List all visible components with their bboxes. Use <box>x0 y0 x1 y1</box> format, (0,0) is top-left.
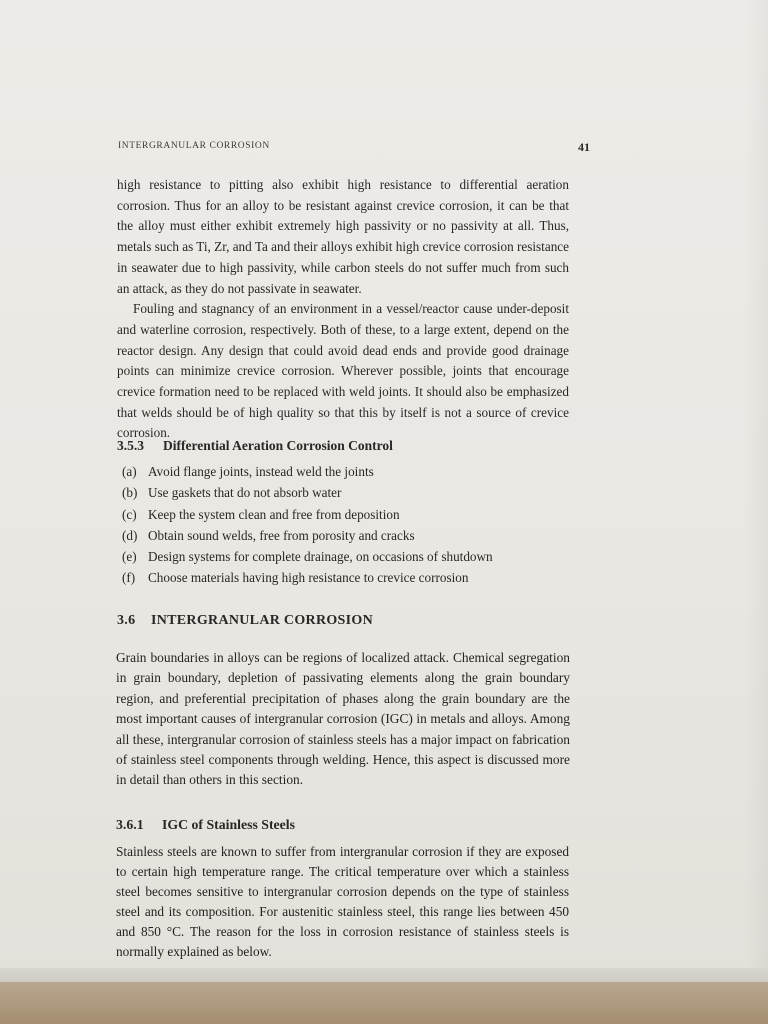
paragraph: high resistance to pitting also exhibit high resistance to differential aeration corrosion. Thus for an alloy to be resistant against crevice corrosion, it can be that the alloy must either exhibit extremely high passivity or no passivity at all. Thus, metals such as Ti, Zr, and Ta and their alloys exhibit high crevice corrosion resistance in seawater due to high passivity, while carbon steels do not suffer much from such an attack, as they do not passivate in seawater. <box>117 177 569 296</box>
list-item <box>122 525 562 546</box>
page-shading <box>744 0 768 975</box>
section-title: IGC of Stainless Steels <box>162 817 295 832</box>
section-heading-3-6-1 <box>116 817 295 833</box>
top-body-text <box>117 175 569 444</box>
list-marker: (e) <box>122 549 137 565</box>
list-item-text: Use gaskets that do not absorb water <box>148 485 342 501</box>
section-number: 3.5.3 <box>117 438 144 453</box>
paragraph: Fouling and stagnancy of an environment in a vessel/reactor cause under-deposit and waterline corrosion, respectively. Both of these, to a large extent, depend on the reactor design. Any design that could avoid dead ends and provide good drainage points can minimize crevice corrosion. Wherever possible, joints that encourage crevice formation need to be replaced with weld joints. It should also be emphasized that welds should be of high quality so that this by itself is not a source of crevice corrosion. <box>117 301 569 441</box>
list-item <box>122 461 562 482</box>
section-title: Differential Aeration Corrosion Control <box>163 438 393 453</box>
list-item-text: Choose materials having high resistance to crevice corrosion <box>148 570 469 586</box>
list-marker: (d) <box>122 527 138 543</box>
section-3-6-paragraph: Grain boundaries in alloys can be regions of localized attack. Chemical segregation in grain boundary, depletion of passivating elements along the grain boundary region, and preferential precipitation of phases along the grain boundary are the most important causes of intergranular corrosion (IGC) in metals and alloys. Among all these, intergranular corrosion of stainless steels has a major impact on fabrication of stainless steel components through welding. Hence, this aspect is discussed more in detail than others in this section. <box>116 650 570 788</box>
table-surface <box>0 982 768 1024</box>
list-marker: (f) <box>122 570 136 586</box>
section-heading-3-5-3 <box>117 438 393 454</box>
list-item <box>122 567 562 588</box>
list-item <box>122 482 562 503</box>
page-number: 41 <box>578 140 590 154</box>
section-heading-3-6 <box>117 613 373 629</box>
section-number: 3.6 <box>117 613 136 628</box>
section-3-6-1-paragraph: Stainless steels are known to suffer from intergranular corrosion if they are exposed to certain high temperature range. The critical temperature over which a stainless steel becomes sensitive to intergranular corrosion depends on the type of stainless steel and its composition. For austenitic stainless steel, this range lies between 450 and 850 °C. The reason for the loss in corrosion resistance of stainless steels is normally explained as below. <box>116 844 569 959</box>
list-marker: (a) <box>122 464 137 479</box>
list-item <box>122 546 562 567</box>
list-item-text: Obtain sound welds, free from porosity and cracks <box>148 527 415 543</box>
running-header: INTERGRANULAR CORROSION <box>118 141 270 151</box>
section-title: INTERGRANULAR CORROSION <box>151 613 373 628</box>
list-marker: (c) <box>122 506 137 522</box>
list-marker: (b) <box>122 485 138 501</box>
list-item <box>122 504 562 525</box>
section-number: 3.6.1 <box>116 817 144 832</box>
control-measures-list <box>122 461 562 589</box>
page-bottom-edge <box>0 968 768 982</box>
list-item-text: Keep the system clean and free from deposition <box>148 506 400 522</box>
list-item-text: Avoid flange joints, instead weld the joints <box>148 464 374 479</box>
list-item-text: Design systems for complete drainage, on occasions of shutdown <box>148 549 493 565</box>
